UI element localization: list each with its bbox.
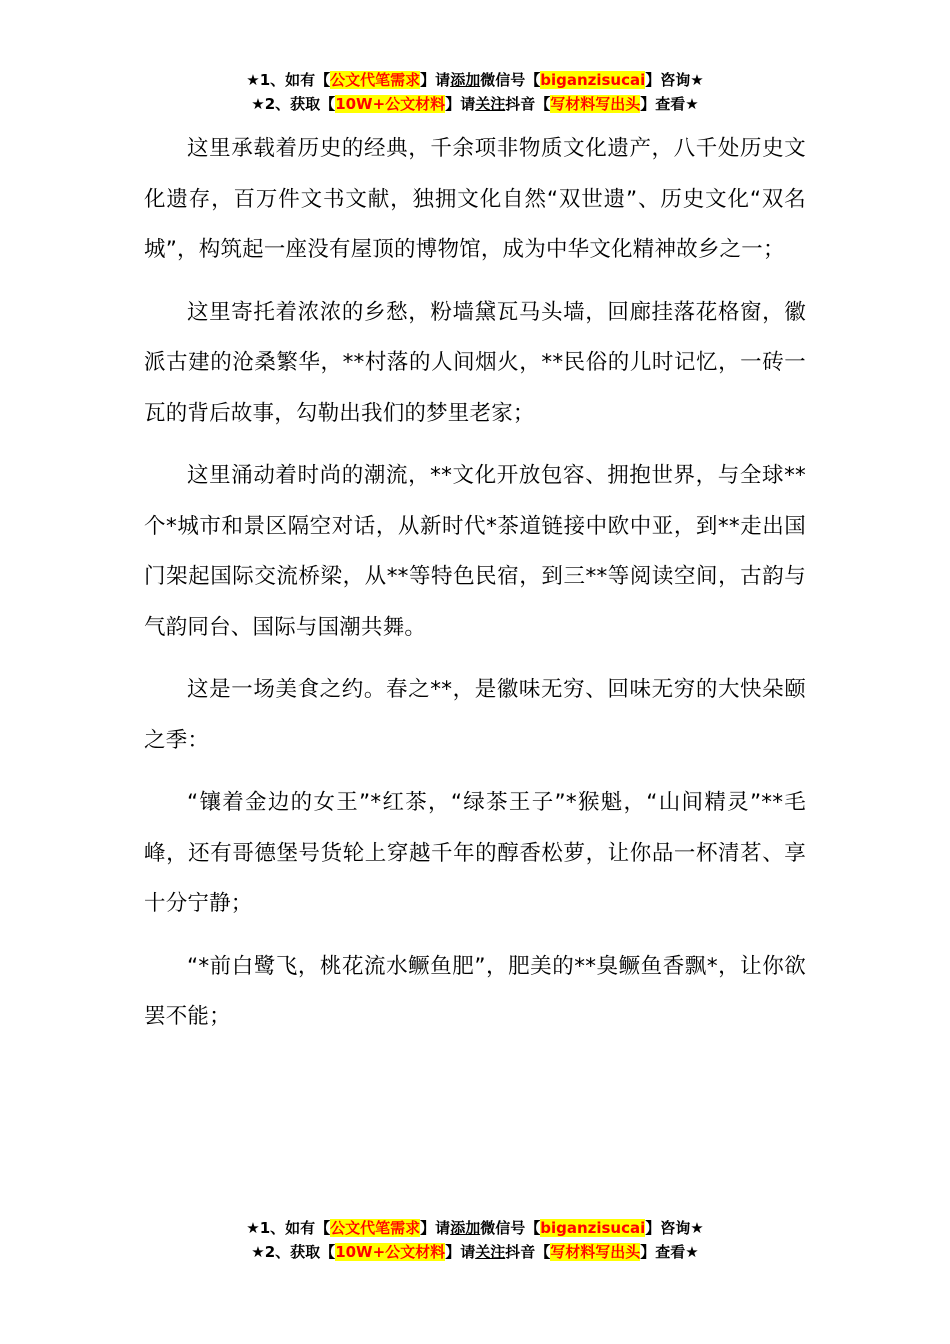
promo-text: 】请	[420, 71, 451, 89]
promo-underlined: 关注	[475, 1243, 506, 1261]
document-body	[144, 124, 806, 1055]
promo-underlined: 添加	[450, 71, 481, 89]
promo-text: ★2、获取【	[251, 1243, 336, 1261]
promo-text: 微信号【	[480, 71, 541, 89]
promo-highlight: 10W+公文材料	[335, 1243, 446, 1261]
promo-underlined: 添加	[450, 1219, 481, 1237]
promo-underlined: 关注	[475, 95, 506, 113]
promo-text: ★1、如有【	[246, 1219, 331, 1237]
promo-text: 】咨询★	[645, 1219, 704, 1237]
promo-banner-bottom	[0, 1216, 950, 1264]
paragraph: “镶着金边的女王”*红茶，“绿茶王子”*猴魁，“山间精灵”**毛峰，还有哥德堡号货轮上穿越千年的醇香松萝，让你品一杯清茗、享十分宁静；	[144, 790, 806, 916]
promo-text: 】请	[420, 1219, 451, 1237]
promo-line-2	[0, 92, 950, 116]
promo-text: 】查看★	[640, 95, 699, 113]
promo-wechat-id: biganzisucai	[540, 1219, 646, 1237]
promo-text: 】查看★	[640, 1243, 699, 1261]
promo-text: 抖音【	[505, 95, 551, 113]
promo-line-2	[0, 1240, 950, 1264]
promo-highlight: 10W+公文材料	[335, 95, 446, 113]
promo-line-1	[0, 68, 950, 92]
promo-text: 】请	[445, 1243, 476, 1261]
promo-text: 抖音【	[505, 1243, 551, 1261]
promo-highlight: 公文代笔需求	[330, 71, 421, 89]
promo-text: 】请	[445, 95, 476, 113]
promo-douyin-account: 写材料写出头	[550, 1243, 641, 1261]
paragraph: 这里涌动着时尚的潮流，**文化开放包容、拥抱世界，与全球**个*城市和景区隔空对话，从新时代*茶道链接中欧中亚，到**走出国门架起国际交流桥梁，从**等特色民宿，到三**等阅读空间，古韵与气韵同台、国际与国潮共舞。	[144, 463, 806, 640]
paragraph: “*前白鹭飞，桃花流水鳜鱼肥”，肥美的**臭鳜鱼香飘*，让你欲罢不能；	[144, 953, 806, 1029]
promo-wechat-id: biganzisucai	[540, 71, 646, 89]
paragraph: 这里承载着历史的经典，千余项非物质文化遗产，八千处历史文化遗存，百万件文书文献，独拥文化自然“双世遗”、历史文化“双名城”，构筑起一座没有屋顶的博物馆，成为中华文化精神故乡之一；	[144, 136, 806, 262]
promo-text: 微信号【	[480, 1219, 541, 1237]
promo-douyin-account: 写材料写出头	[550, 95, 641, 113]
promo-line-1	[0, 1216, 950, 1240]
promo-highlight: 公文代笔需求	[330, 1219, 421, 1237]
promo-banner-top	[0, 68, 950, 116]
promo-text: ★2、获取【	[251, 95, 336, 113]
paragraph: 这是一场美食之约。春之**，是徽味无穷、回味无穷的大快朵颐之季：	[144, 677, 806, 753]
paragraph: 这里寄托着浓浓的乡愁，粉墙黛瓦马头墙，回廊挂落花格窗，徽派古建的沧桑繁华，**村落的人间烟火，**民俗的儿时记忆，一砖一瓦的背后故事，勾勒出我们的梦里老家；	[144, 299, 806, 426]
promo-text: ★1、如有【	[246, 71, 331, 89]
promo-text: 】咨询★	[645, 71, 704, 89]
